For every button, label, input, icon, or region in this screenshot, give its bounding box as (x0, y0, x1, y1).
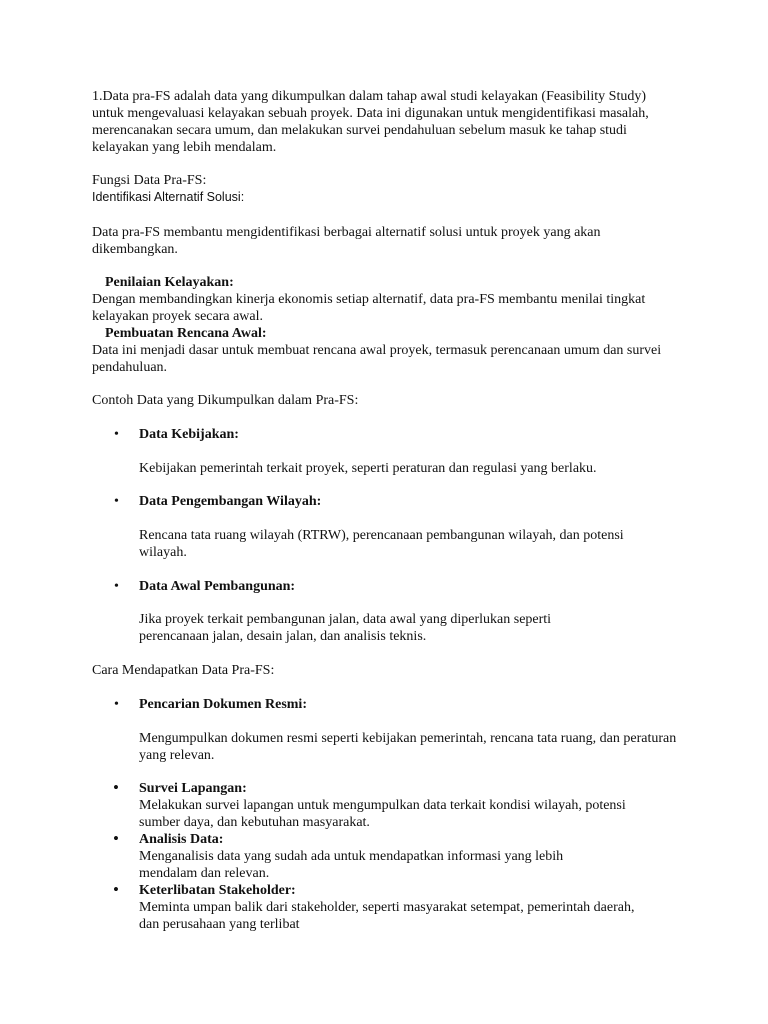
cara-heading: Cara Mendapatkan Data Pra-FS: (92, 663, 275, 678)
bullet-icon: • (113, 778, 119, 797)
cara-item-desc: Melakukan survei lapangan untuk mengumpulkan data terkait kondisi wilayah, potensi sumber daya, dan kebutuhan masyarakat. (139, 798, 626, 830)
contoh-item-title: Data Kebijakan: (139, 427, 239, 442)
cara-item-desc: Mengumpulkan dokumen resmi seperti kebijakan pemerintah, rencana tata ruang, dan peraturan yang relevan. (139, 731, 677, 763)
cara-item-title: Analisis Data: (139, 832, 224, 847)
fungsi-sub3-title: Pembuatan Rencana Awal: (105, 326, 267, 341)
cara-item-title: Survei Lapangan: (139, 781, 247, 796)
fungsi-heading: Fungsi Data Pra-FS: (92, 173, 207, 188)
bullet-icon: • (113, 880, 119, 899)
contoh-item-desc: Kebijakan pemerintah terkait proyek, seperti peraturan dan regulasi yang berlaku. (139, 461, 597, 476)
fungsi-sub1-title: Identifikasi Alternatif Solusi: (92, 190, 245, 204)
bullet-icon: • (114, 579, 119, 594)
bullet-icon: • (114, 697, 119, 712)
cara-item-title: Keterlibatan Stakeholder: (139, 883, 296, 898)
fungsi-sub1-text: Data pra-FS membantu mengidentifikasi berbagai alternatif solusi untuk proyek yang akan dikembangkan. (92, 225, 601, 257)
fungsi-sub2-title: Penilaian Kelayakan: (105, 275, 234, 290)
fungsi-sub3-text: Data ini menjadi dasar untuk membuat rencana awal proyek, termasuk perencanaan umum dan survei pendahuluan. (92, 343, 662, 375)
contoh-heading: Contoh Data yang Dikumpulkan dalam Pra-FS: (92, 393, 359, 408)
fungsi-sub2-text: Dengan membandingkan kinerja ekonomis setiap alternatif, data pra-FS membantu menilai tingkat kelayakan proyek secara awal. (92, 292, 646, 324)
bullet-icon: • (113, 829, 119, 848)
intro-paragraph: 1.Data pra-FS adalah data yang dikumpulkan dalam tahap awal studi kelayakan (Feasibility Study) untuk mengevaluasi kelayakan sebuah proyek. Data ini digunakan untuk mengidentifikasi masalah, merencanakan secara umum, dan melakukan survei pendahuluan sebelum masuk ke tahap studi kelayakan yang lebih mendalam. (92, 89, 649, 155)
contoh-item-desc: Jika proyek terkait pembangunan jalan, data awal yang diperlukan seperti perencanaan jalan, desain jalan, dan analisis teknis. (139, 612, 552, 644)
contoh-item-desc: Rencana tata ruang wilayah (RTRW), perencanaan pembangunan wilayah, dan potensi wilayah. (139, 528, 624, 560)
cara-item-desc: Menganalisis data yang sudah ada untuk mendapatkan informasi yang lebih mendalam dan relevan. (139, 849, 564, 881)
contoh-item-title: Data Awal Pembangunan: (139, 579, 296, 594)
cara-item-desc: Meminta umpan balik dari stakeholder, seperti masyarakat setempat, pemerintah daerah, dan perusahaan yang terlibat (139, 900, 635, 932)
bullet-icon: • (114, 427, 119, 442)
cara-item-title: Pencarian Dokumen Resmi: (139, 697, 307, 712)
bullet-icon: • (114, 494, 119, 509)
contoh-item-title: Data Pengembangan Wilayah: (139, 494, 322, 509)
